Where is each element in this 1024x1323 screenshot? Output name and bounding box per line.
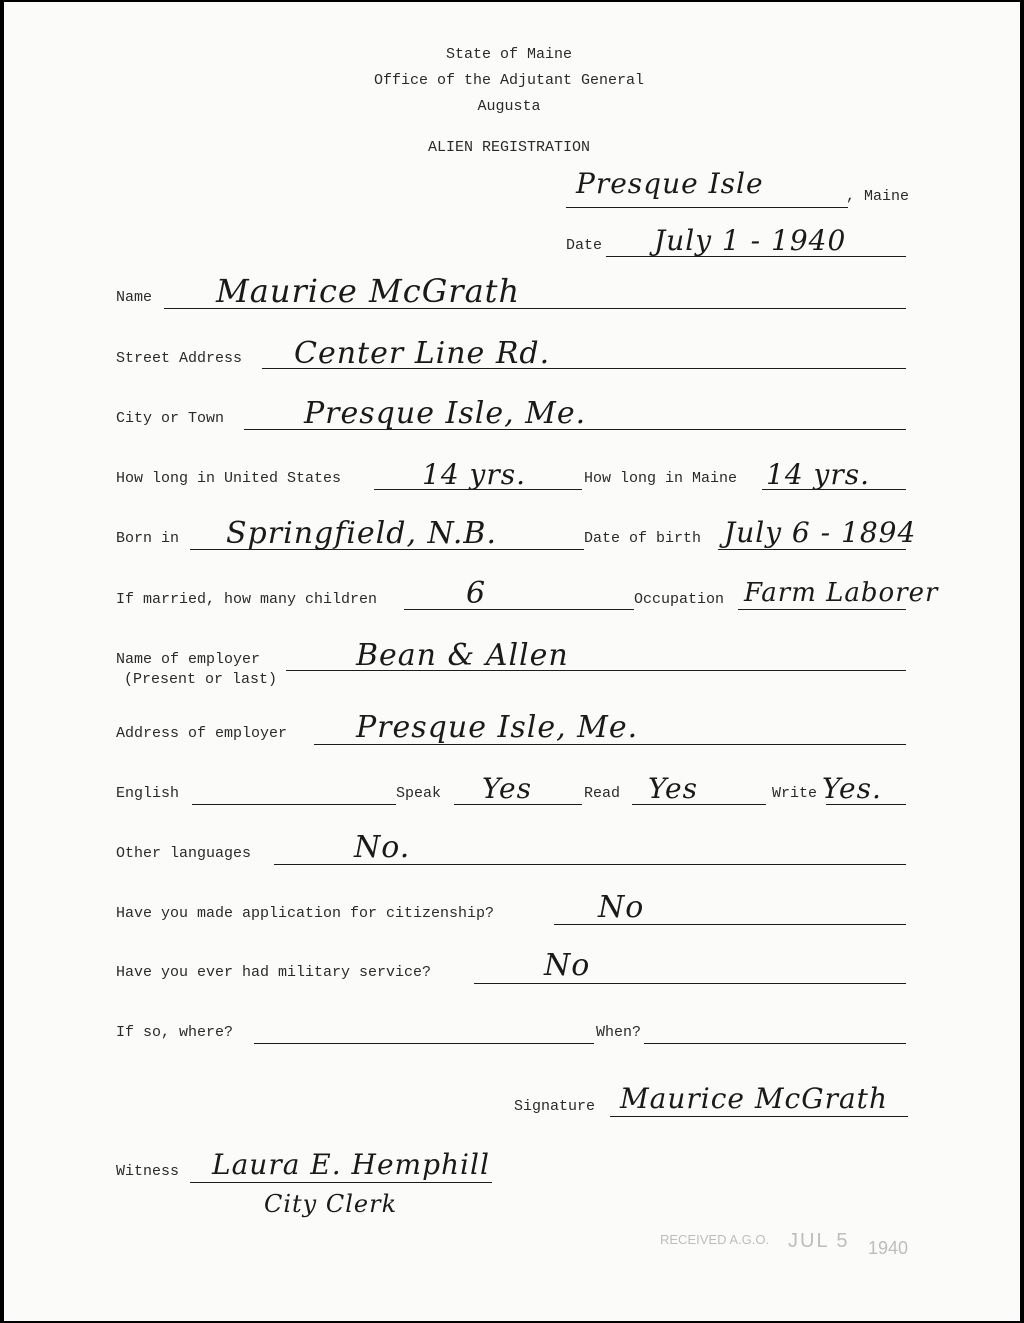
street-value: Center Line Rd. <box>294 336 551 371</box>
received-stamp: RECEIVED A.G.O. <box>660 1232 770 1247</box>
street-line <box>262 368 906 369</box>
stamp-date: JUL 5 <box>788 1230 850 1252</box>
born-in-value: Springfield, N.B. <box>226 516 497 551</box>
employer-address-value: Presque Isle, Me. <box>356 710 639 745</box>
signature-line <box>610 1116 908 1117</box>
years-maine-line <box>762 489 906 490</box>
born-in-label: Born in <box>116 530 180 547</box>
years-us-line <box>374 489 582 490</box>
signature-value: Maurice McGrath <box>620 1082 888 1115</box>
citizenship-label: Have you made application for citizenship? <box>116 905 495 922</box>
when-label: When? <box>596 1024 642 1041</box>
write-label: Write <box>772 785 818 802</box>
occupation-label: Occupation <box>634 591 725 608</box>
where-line <box>254 1043 594 1044</box>
registration-form <box>4 2 1020 1321</box>
military-line <box>474 983 906 984</box>
employer-line <box>286 670 906 671</box>
when-line <box>644 1043 906 1044</box>
employer-label: Name of employer <box>116 651 261 668</box>
employer-address-line <box>314 744 906 745</box>
name-line <box>164 308 906 309</box>
witness-line <box>190 1182 492 1183</box>
children-line <box>404 609 634 610</box>
other-languages-label: Other languages <box>116 845 252 862</box>
date-line <box>606 256 906 257</box>
dob-label: Date of birth <box>584 530 702 547</box>
born-in-line <box>190 549 584 550</box>
read-value: Yes <box>648 772 698 805</box>
name-value: Maurice McGrath <box>216 272 521 310</box>
speak-value: Yes <box>482 772 532 805</box>
citizenship-value: No <box>598 890 645 925</box>
location-value: Presque Isle <box>576 167 764 200</box>
city-line <box>244 429 906 430</box>
date-value: July 1 - 1940 <box>654 224 847 257</box>
speak-line <box>454 804 582 805</box>
occupation-value: Farm Laborer <box>744 578 939 608</box>
years-maine-value: 14 yrs. <box>766 458 871 491</box>
write-value: Yes. <box>822 772 882 805</box>
employer-address-label: Address of employer <box>116 725 288 742</box>
street-label: Street Address <box>116 350 243 367</box>
dob-value: July 6 - 1894 <box>724 516 917 549</box>
stamp-year: 1940 <box>868 1238 909 1258</box>
header-office: Office of the Adjutant General <box>373 72 645 89</box>
witness-title: City Clerk <box>264 1190 398 1218</box>
children-label: If married, how many children <box>116 591 378 608</box>
military-label: Have you ever had military service? <box>116 964 432 981</box>
years-us-value: 14 yrs. <box>422 458 527 491</box>
occupation-line <box>738 609 906 610</box>
military-value: No <box>544 948 591 983</box>
form-title: ALIEN REGISTRATION <box>427 139 591 156</box>
read-label: Read <box>584 785 621 802</box>
speak-label: Speak <box>396 785 442 802</box>
employer-value: Bean & Allen <box>356 638 569 673</box>
witness-value: Laura E. Hemphill <box>212 1148 490 1181</box>
other-languages-value: No. <box>354 830 411 865</box>
name-label: Name <box>116 289 153 306</box>
city-label: City or Town <box>116 410 225 427</box>
header-state: State of Maine <box>445 46 573 63</box>
witness-label: Witness <box>116 1163 180 1180</box>
dob-line <box>718 549 906 550</box>
write-line <box>826 804 906 805</box>
city-value: Presque Isle, Me. <box>304 396 587 431</box>
english-line <box>192 804 396 805</box>
location-suffix: , Maine <box>846 188 910 205</box>
read-line <box>632 804 766 805</box>
years-us-label: How long in United States <box>116 470 342 487</box>
header-city: Augusta <box>477 98 541 115</box>
citizenship-line <box>554 924 906 925</box>
where-label: If so, where? <box>116 1024 234 1041</box>
english-label: English <box>116 785 180 802</box>
children-value: 6 <box>466 576 487 611</box>
signature-label: Signature <box>514 1098 596 1115</box>
other-languages-line <box>274 864 906 865</box>
location-line <box>566 207 848 208</box>
date-label: Date <box>566 237 603 254</box>
years-maine-label: How long in Maine <box>584 470 738 487</box>
employer-sublabel: (Present or last) <box>124 671 278 688</box>
